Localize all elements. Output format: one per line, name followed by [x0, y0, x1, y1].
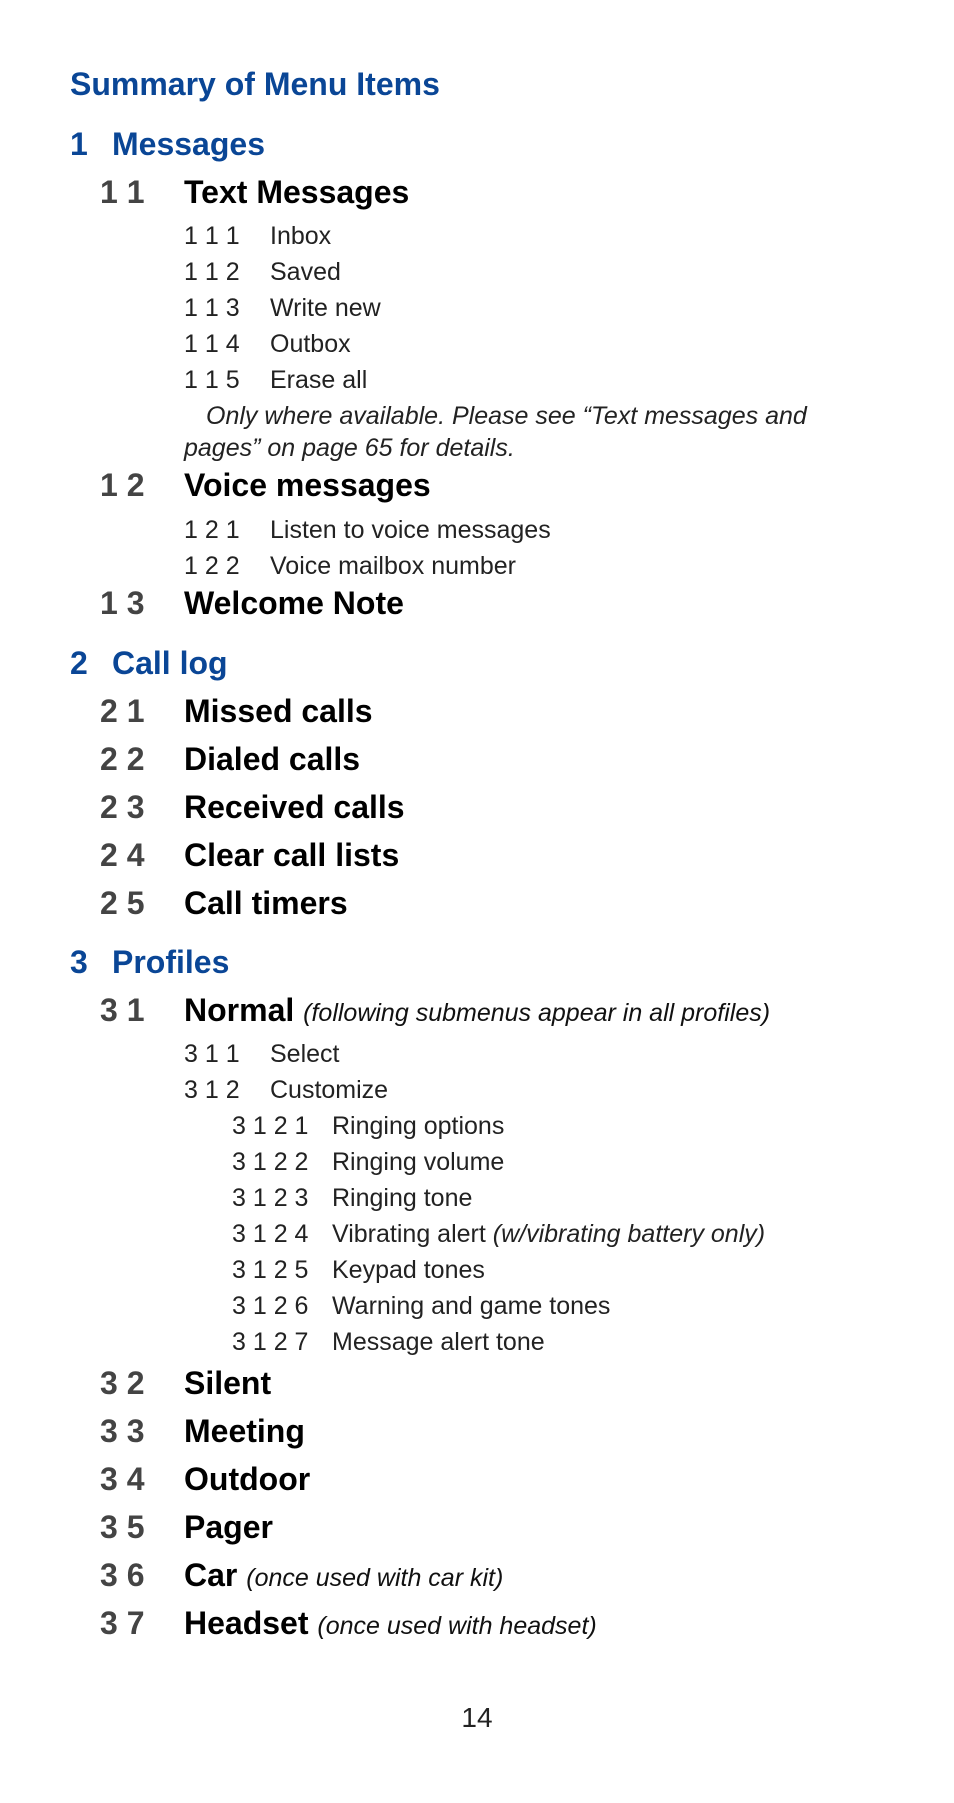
item-number: 1 1 3 — [184, 294, 240, 322]
item-label: Outbox — [270, 330, 351, 358]
item-label: Inbox — [270, 222, 332, 250]
submenu-dialed-calls — [100, 741, 360, 778]
section-number: 1 — [70, 126, 88, 162]
item-label: Message alert tone — [332, 1328, 545, 1356]
customize-item — [232, 1112, 504, 1141]
item-label: Voice mailbox number — [270, 552, 516, 580]
item-label: Ringing options — [332, 1112, 505, 1140]
section-profiles — [70, 944, 229, 981]
item-label: Warning and game tones — [332, 1292, 611, 1320]
submenu-welcome-note — [100, 585, 404, 622]
submenu-meeting — [100, 1413, 305, 1450]
item-number: 1 1 5 — [184, 366, 240, 394]
submenu-headset — [100, 1605, 597, 1642]
submenu-number: 3 1 — [100, 992, 145, 1028]
section-label: Profiles — [112, 944, 230, 980]
section-number: 2 — [70, 645, 88, 681]
submenu-text-messages — [100, 174, 409, 211]
submenu-voice-messages — [100, 467, 431, 504]
submenu-number: 3 4 — [100, 1461, 145, 1497]
item-label: Listen to voice messages — [270, 516, 551, 544]
submenu-number: 3 5 — [100, 1509, 145, 1545]
customize-item — [232, 1328, 545, 1357]
item-label: Vibrating alert — [332, 1220, 493, 1248]
submenu-number: 2 3 — [100, 789, 145, 825]
submenu-label: Meeting — [184, 1413, 305, 1449]
submenu-normal — [100, 992, 770, 1029]
menu-item — [184, 1040, 339, 1069]
submenu-number: 1 1 — [100, 174, 145, 210]
submenu-number: 3 2 — [100, 1365, 145, 1401]
item-label: Select — [270, 1040, 340, 1068]
submenu-label: Clear call lists — [184, 837, 400, 873]
customize-item — [232, 1256, 485, 1285]
submenu-call-timers — [100, 885, 348, 922]
submenu-number: 1 2 — [100, 467, 145, 503]
customize-item — [232, 1148, 504, 1177]
item-number: 1 2 2 — [184, 552, 240, 580]
submenu-missed-calls — [100, 693, 373, 730]
item-number: 3 1 2 6 — [232, 1292, 309, 1320]
page-title: Summary of Menu Items — [70, 66, 440, 102]
menu-item — [184, 552, 516, 581]
availability-note: Only where available. Please see “Text messages and pages” on page 65 for details. — [184, 402, 807, 462]
menu-item — [184, 516, 551, 545]
item-label: Erase all — [270, 366, 368, 394]
submenu-label: Received calls — [184, 789, 405, 825]
item-note: (w/vibrating battery only) — [492, 1220, 766, 1248]
section-number: 3 — [70, 944, 88, 980]
submenu-note: (following submenus appear in all profiles) — [303, 999, 771, 1027]
submenu-number: 2 2 — [100, 741, 145, 777]
submenu-silent — [100, 1365, 271, 1402]
submenu-clear-call-lists — [100, 837, 399, 874]
section-call-log — [70, 645, 228, 682]
customize-item — [232, 1292, 610, 1321]
submenu-label: Silent — [184, 1365, 272, 1401]
submenu-number: 2 1 — [100, 693, 145, 729]
submenu-car — [100, 1557, 503, 1594]
item-number: 3 1 2 4 — [232, 1220, 309, 1248]
submenu-label: Voice messages — [184, 467, 431, 503]
item-number: 3 1 2 3 — [232, 1184, 309, 1212]
submenu-label: Dialed calls — [184, 741, 361, 777]
item-label: Customize — [270, 1076, 389, 1104]
item-label: Keypad tones — [332, 1256, 485, 1284]
submenu-label: Text Messages — [184, 174, 410, 210]
submenu-label: Call timers — [184, 885, 348, 921]
item-label: Write new — [270, 294, 381, 322]
submenu-note: (once used with car kit) — [246, 1564, 504, 1592]
submenu-number: 3 7 — [100, 1605, 145, 1641]
menu-item — [184, 258, 341, 287]
submenu-number: 1 3 — [100, 585, 145, 621]
submenu-received-calls — [100, 789, 405, 826]
submenu-number: 3 6 — [100, 1557, 145, 1593]
customize-item — [232, 1184, 472, 1213]
item-number: 3 1 2 5 — [232, 1256, 309, 1284]
page-number: 14 — [461, 1702, 493, 1733]
item-label: Ringing volume — [332, 1148, 505, 1176]
item-number: 3 1 1 — [184, 1040, 240, 1068]
menu-item — [184, 294, 381, 323]
menu-item — [184, 366, 367, 395]
menu-item — [184, 330, 351, 359]
item-number: 3 1 2 7 — [232, 1328, 309, 1356]
submenu-outdoor — [100, 1461, 310, 1498]
menu-item — [184, 1076, 388, 1105]
submenu-label: Headset — [184, 1605, 309, 1641]
item-number: 3 1 2 — [184, 1076, 240, 1104]
submenu-label: Missed calls — [184, 693, 373, 729]
item-number: 1 2 1 — [184, 516, 240, 544]
submenu-label: Pager — [184, 1509, 273, 1545]
customize-item — [232, 1220, 765, 1249]
submenu-number: 3 3 — [100, 1413, 145, 1449]
submenu-label: Welcome Note — [184, 585, 404, 621]
submenu-note: (once used with headset) — [317, 1612, 597, 1640]
submenu-number: 2 5 — [100, 885, 145, 921]
item-number: 1 1 1 — [184, 222, 240, 250]
section-messages — [70, 126, 265, 163]
submenu-label: Normal — [184, 992, 295, 1028]
submenu-number: 2 4 — [100, 837, 145, 873]
section-label: Call log — [112, 645, 228, 681]
item-number: 1 1 4 — [184, 330, 240, 358]
section-label: Messages — [112, 126, 265, 162]
item-label: Saved — [270, 258, 341, 286]
item-number: 3 1 2 2 — [232, 1148, 309, 1176]
submenu-label: Outdoor — [184, 1461, 311, 1497]
item-number: 3 1 2 1 — [232, 1112, 309, 1140]
submenu-pager — [100, 1509, 273, 1546]
item-number: 1 1 2 — [184, 258, 240, 286]
submenu-label: Car — [184, 1557, 238, 1593]
menu-item — [184, 222, 331, 251]
item-label: Ringing tone — [332, 1184, 473, 1212]
